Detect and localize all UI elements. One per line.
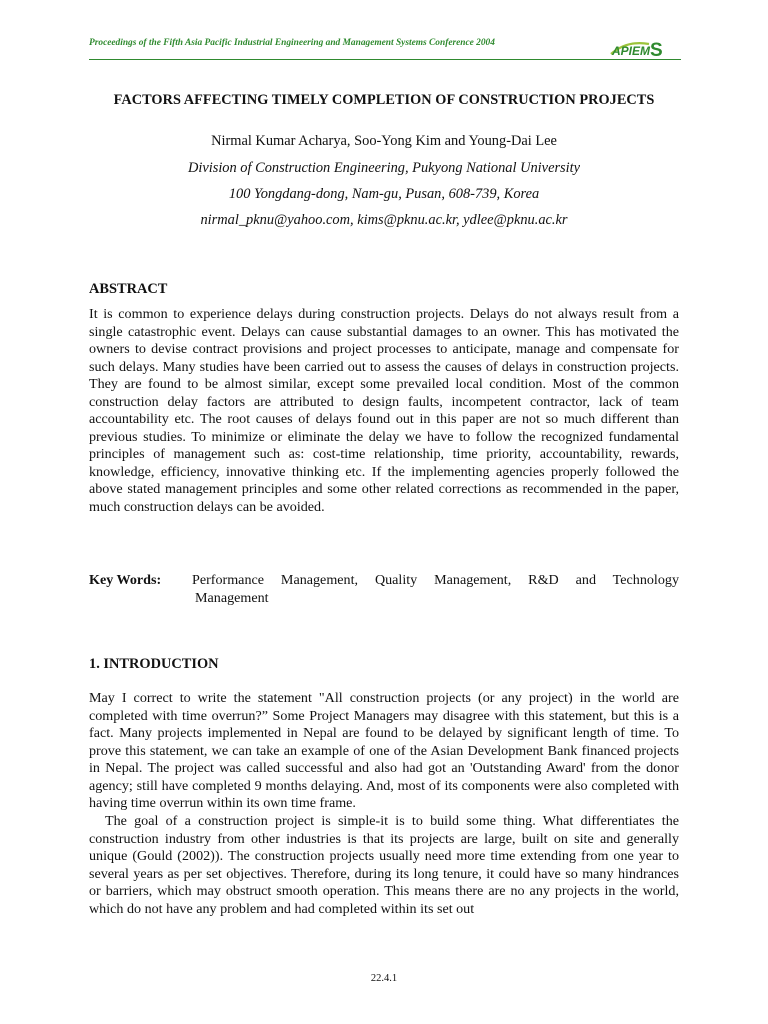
introduction-heading: 1. INTRODUCTION [89, 656, 219, 672]
svg-text:S: S [650, 40, 663, 58]
authors: Nirmal Kumar Acharya, Soo-Yong Kim and Young-Dai Lee [211, 133, 557, 149]
address: 100 Yongdang-dong, Nam-gu, Pusan, 608-739, Korea [228, 186, 540, 202]
abstract-body: It is common to experience delays during construction projects. Delays do not always result from a single catastrophic event. Delays can cause substantial damages to an owner. This has motivated the owners to devise contract provisions and project processes to anticipate, manage and compensate for such delays. Many studies have been carried out to assess the causes of delays in construction projects. They are found to be almost similar, except some prevailed local condition. Most of the common construction delay factors are attributed to design faults, incompetent contractor, lack of team accountability etc. The root causes of delays found out in this paper are not so much different than previous studies. To minimize or eliminate the delay we have to follow the recognized fundamental principles of management such as: cost-time relationship, time priority, accountability, rewards, knowledge, efficiency, innovative thinking etc. If the implementing agencies properly followed the above stated management principles and some other related corrections as recommended in the paper, much construction delays can be avoided. [89, 306, 679, 516]
keywords [89, 572, 679, 607]
emails: nirmal_pknu@yahoo.com, kims@pknu.ac.kr, ydlee@pknu.ac.kr [200, 212, 568, 228]
page-number: 22.4.1 [370, 973, 398, 984]
affiliation: Division of Construction Engineering, Pukyong National University [187, 160, 581, 176]
keywords-line-1: Performance Management, Quality Management, R&D and Technology [192, 572, 679, 588]
keywords-label: Key Words: [89, 572, 162, 588]
paper-title: FACTORS AFFECTING TIMELY COMPLETION OF CONSTRUCTION PROJECTS [113, 92, 655, 108]
running-header: Proceedings of the Fifth Asia Pacific Industrial Engineering and Management Systems Conference 2004 [89, 38, 495, 48]
abstract-heading: ABSTRACT [89, 281, 168, 297]
svg-text:APIEM: APIEM [612, 44, 651, 58]
header-rule [89, 59, 681, 60]
keywords-line-2: Management [195, 589, 269, 606]
introduction-paragraph-1: May I correct to write the statement "All construction projects (or any project) in the world are completed with time overrun?” Some Project Managers may disagree with this statement, but this is a fact. Many projects implemented in Nepal are found to be delayed by significant length of time. To prove this statement, we can take an example of one of the Asian Development Bank financed projects in Nepal. The project was called successful and also had got an 'Outstanding Award' from the donor agency; still have completed 9 months delaying. And, most of its components were also completed with having time overrun within its own time frame. [89, 690, 679, 812]
introduction-paragraph-2: The goal of a construction project is simple-it is to build some thing. What differentiates the construction industry from other industries is that its projects are large, built on site and generally unique (Gould (2002)). The construction projects usually need more time extending from one year to several years as per set objectives. Therefore, during its long tenure, it could have so many hindrances or barriers, which may obstruct smooth operation. This means there are no any projects in the world, which do not have any problem and had completed within its set out [89, 813, 679, 917]
apiems-logo [609, 36, 665, 58]
